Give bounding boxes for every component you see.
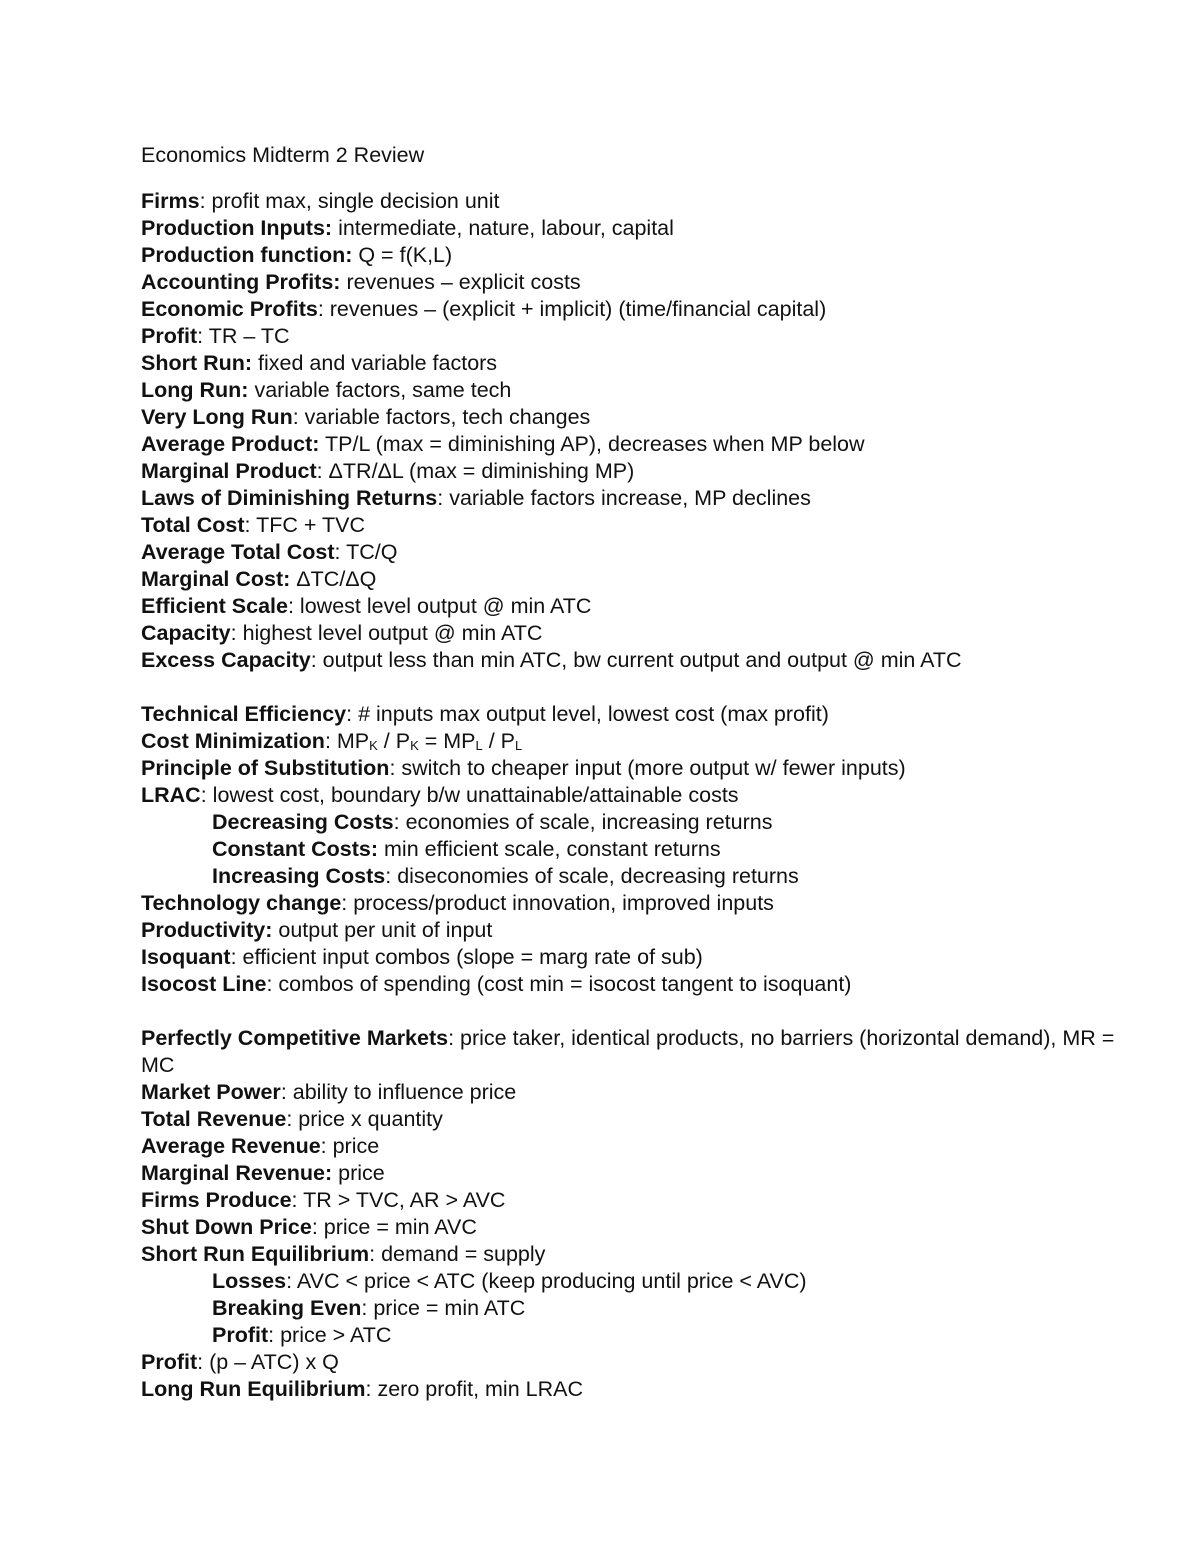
definition-text: : price <box>320 1134 380 1158</box>
definition-text: : zero profit, min LRAC <box>365 1377 583 1401</box>
term-label: Isocost Line <box>141 972 267 996</box>
definition-text: : price x quantity <box>286 1107 443 1131</box>
definition-line <box>141 215 1141 242</box>
definition-line <box>141 593 1141 620</box>
term-label: Breaking Even <box>212 1296 362 1320</box>
definition-text: : AVC < price < ATC (keep producing until price < AVC) <box>286 1269 807 1293</box>
definition-text: : ability to influence price <box>280 1080 517 1104</box>
term-label: Cost Minimization <box>141 729 325 753</box>
definition-line <box>141 404 1141 431</box>
definition-line <box>141 458 1141 485</box>
term-label: Isoquant <box>141 945 231 969</box>
term-label: Decreasing Costs <box>212 810 394 834</box>
definition-text: = MP <box>418 729 476 753</box>
definition-line <box>141 566 1141 593</box>
subscript-text: K <box>410 738 419 753</box>
term-label: Total Revenue <box>141 1107 287 1131</box>
definition-line <box>141 1133 1141 1160</box>
subscript-text: K <box>369 738 378 753</box>
definition-text: : MP <box>324 729 370 753</box>
definition-line <box>141 1187 1141 1214</box>
definition-text: : combos of spending (cost min = isocost tangent to isoquant) <box>266 972 852 996</box>
document-body <box>141 188 1141 1403</box>
definition-text: : lowest level output @ min ATC <box>287 594 592 618</box>
notes-section <box>141 1025 1141 1403</box>
term-label: Losses <box>212 1269 287 1293</box>
definition-line <box>141 755 1141 782</box>
definition-text: : demand = supply <box>369 1242 546 1266</box>
term-label: Shut Down Price <box>141 1215 312 1239</box>
definition-text: : ΔTR/ΔL (max = diminishing MP) <box>316 459 635 483</box>
term-label: Firms Produce <box>141 1188 292 1212</box>
definition-line <box>141 701 1141 728</box>
term-label: Average Revenue <box>141 1134 321 1158</box>
term-label: Laws of Diminishing Returns <box>141 486 438 510</box>
term-label: Production function: <box>141 243 353 267</box>
definition-line <box>141 512 1141 539</box>
subscript-text: L <box>515 738 523 753</box>
definition-line <box>141 1160 1141 1187</box>
term-label: Economic Profits <box>141 297 318 321</box>
term-label: Constant Costs: <box>212 837 379 861</box>
term-label: Profit <box>212 1323 269 1347</box>
term-label: Perfectly Competitive Markets <box>141 1026 449 1050</box>
term-label: Increasing Costs <box>212 864 386 888</box>
term-label: Market Power <box>141 1080 281 1104</box>
definition-line <box>141 539 1141 566</box>
definition-text: : diseconomies of scale, decreasing returns <box>385 864 799 888</box>
definition-text: : efficient input combos (slope = marg rate of sub) <box>230 945 703 969</box>
definition-line <box>141 269 1141 296</box>
term-label: Principle of Substitution <box>141 756 390 780</box>
subscript-text: L <box>475 738 483 753</box>
term-label: LRAC <box>141 783 201 807</box>
term-label: Average Product: <box>141 432 320 456</box>
term-label: Firms <box>141 189 200 213</box>
definition-line <box>141 296 1141 323</box>
document-page <box>141 142 1141 1403</box>
definition-line <box>141 944 1141 971</box>
definition-text: min efficient scale, constant returns <box>378 837 721 861</box>
definition-text: : # inputs max output level, lowest cost (max profit) <box>346 702 829 726</box>
sub-definition-line <box>141 863 1141 890</box>
definition-line <box>141 1106 1141 1133</box>
definition-text: : variable factors increase, MP declines <box>437 486 811 510</box>
definition-line <box>141 1349 1141 1376</box>
term-label: Long Run Equilibrium <box>141 1377 366 1401</box>
definition-line <box>141 485 1141 512</box>
definition-text: : revenues – (explicit + implicit) (time/financial capital) <box>317 297 827 321</box>
definition-line <box>141 242 1141 269</box>
term-label: Technical Efficiency <box>141 702 347 726</box>
definition-line <box>141 728 1141 755</box>
term-label: Profit <box>141 1350 198 1374</box>
definition-line <box>141 1214 1141 1241</box>
definition-text: TP/L (max = diminishing AP), decreases when MP below <box>319 432 865 456</box>
term-label: Production Inputs: <box>141 216 333 240</box>
definition-text: : (p – ATC) x Q <box>197 1350 339 1374</box>
definition-text: : price = min ATC <box>361 1296 526 1320</box>
definition-line <box>141 323 1141 350</box>
definition-text: intermediate, nature, labour, capital <box>332 216 674 240</box>
sub-definition-line <box>141 836 1141 863</box>
definition-text: / P <box>482 729 516 753</box>
document-title: Economics Midterm 2 Review <box>141 143 425 167</box>
term-label: Accounting Profits: <box>141 270 341 294</box>
definition-text: : profit max, single decision unit <box>199 189 500 213</box>
definition-text: / P <box>377 729 411 753</box>
definition-line <box>141 1025 1141 1079</box>
definition-text: output per unit of input <box>272 918 493 942</box>
definition-text: Q = f(K,L) <box>352 243 453 267</box>
sub-definition-line <box>141 809 1141 836</box>
term-label: Very Long Run <box>141 405 293 429</box>
definition-line <box>141 377 1141 404</box>
notes-section <box>141 188 1141 674</box>
definition-text: : price > ATC <box>268 1323 392 1347</box>
definition-line <box>141 971 1141 998</box>
term-label: Short Run Equilibrium <box>141 1242 370 1266</box>
term-label: Average Total Cost <box>141 540 335 564</box>
sub-definition-line <box>141 1268 1141 1295</box>
sub-definition-line <box>141 1322 1141 1349</box>
sub-definition-line <box>141 1295 1141 1322</box>
definition-line <box>141 431 1141 458</box>
term-label: Productivity: <box>141 918 273 942</box>
definition-line <box>141 917 1141 944</box>
definition-text: ΔTC/ΔQ <box>290 567 377 591</box>
definition-text: : process/product innovation, improved inputs <box>341 891 774 915</box>
definition-text: revenues – explicit costs <box>340 270 581 294</box>
definition-text: variable factors, same tech <box>248 378 512 402</box>
definition-text: : TR > TVC, AR > AVC <box>291 1188 506 1212</box>
definition-line <box>141 188 1141 215</box>
term-label: Efficient Scale <box>141 594 288 618</box>
definition-line <box>141 1376 1141 1403</box>
definition-text: : TFC + TVC <box>244 513 365 537</box>
definition-line <box>141 890 1141 917</box>
term-label: Short Run: <box>141 351 253 375</box>
definition-line <box>141 647 1141 674</box>
term-label: Technology change <box>141 891 342 915</box>
definition-text: : price = min AVC <box>311 1215 477 1239</box>
definition-text: : highest level output @ min ATC <box>230 621 543 645</box>
term-label: Total Cost <box>141 513 245 537</box>
definition-text: fixed and variable factors <box>252 351 498 375</box>
definition-line <box>141 620 1141 647</box>
definition-line <box>141 782 1141 809</box>
definition-line <box>141 1079 1141 1106</box>
term-label: Marginal Cost: <box>141 567 291 591</box>
term-label: Profit <box>141 324 198 348</box>
definition-text: : output less than min ATC, bw current output and output @ min ATC <box>310 648 962 672</box>
definition-text: : lowest cost, boundary b/w unattainable/attainable costs <box>200 783 739 807</box>
definition-text: price <box>332 1161 385 1185</box>
notes-section <box>141 701 1141 998</box>
definition-text: : TC/Q <box>334 540 398 564</box>
term-label: Capacity <box>141 621 231 645</box>
term-label: Marginal Revenue: <box>141 1161 333 1185</box>
definition-text: : price taker, identical products, no barriers (horizontal demand), MR = MC <box>141 1026 1121 1077</box>
term-label: Excess Capacity <box>141 648 311 672</box>
term-label: Long Run: <box>141 378 249 402</box>
definition-text: : economies of scale, increasing returns <box>393 810 773 834</box>
definition-line <box>141 1241 1141 1268</box>
definition-text: : variable factors, tech changes <box>292 405 591 429</box>
definition-text: : switch to cheaper input (more output w/ fewer inputs) <box>389 756 906 780</box>
definition-line <box>141 350 1141 377</box>
definition-text: : TR – TC <box>197 324 290 348</box>
term-label: Marginal Product <box>141 459 317 483</box>
